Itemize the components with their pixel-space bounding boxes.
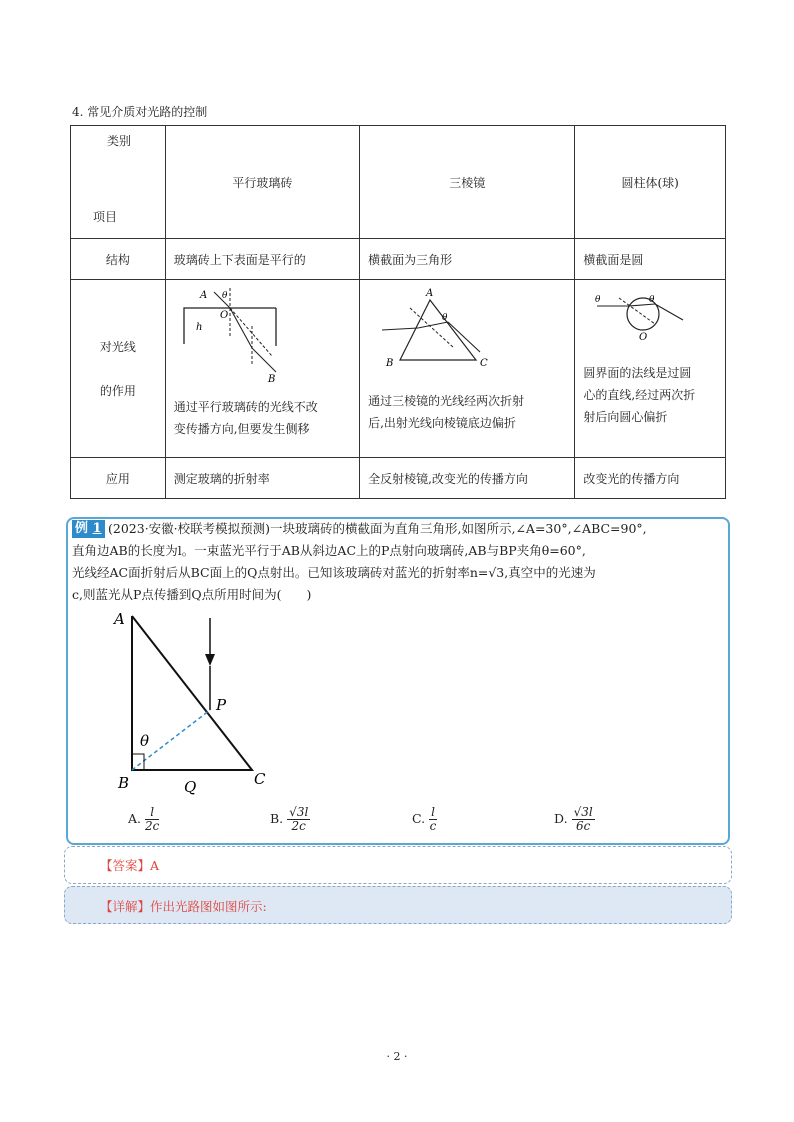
effect-cylinder — [575, 280, 726, 458]
choice-c[interactable] — [412, 806, 437, 833]
triangle-figure — [106, 606, 286, 802]
choice-b-num: √3l — [289, 805, 309, 819]
example-tag — [72, 520, 105, 538]
choice-d-fraction — [572, 806, 595, 833]
figure-label-p: P — [216, 696, 227, 714]
choice-c-label: C. — [412, 811, 426, 826]
header-parallel-glass: 平行玻璃砖 — [165, 126, 359, 239]
answer-box — [64, 846, 732, 884]
parallel-glass-diagram — [180, 286, 300, 386]
effect-label-line1: 对光线 — [99, 339, 136, 354]
fig3-label-theta1: θ — [595, 295, 601, 305]
fig1-label-a: A — [199, 290, 207, 301]
figure-label-c: C — [254, 770, 266, 788]
application-label: 应用 — [71, 458, 166, 499]
figure-label-q: Q — [184, 778, 197, 796]
fig1-label-o: O — [219, 310, 228, 321]
choice-b-den: 2c — [291, 819, 306, 833]
question-line2: 直角边AB的长度为l。一束蓝光平行于AB从斜边AC上的P点射向玻璃砖,AB与BP夹角θ=60°, — [72, 543, 586, 558]
effect-prism — [360, 280, 575, 458]
effect-parallel-line1: 通过平行玻璃砖的光线不改 — [173, 400, 318, 414]
question-line3: 光线经AC面折射后从BC面上的Q点射出。已知该玻璃砖对蓝光的折射率n=√3,真空中的光速为 — [72, 565, 596, 580]
header-cylinder: 圆柱体(球) — [575, 126, 726, 239]
application-parallel-glass: 测定玻璃的折射率 — [165, 458, 359, 499]
effect-parallel-text — [174, 396, 318, 440]
media-control-table — [70, 125, 726, 499]
detail-text: 【详解】作出光路图如图所示: — [100, 899, 267, 914]
choice-b[interactable] — [270, 806, 310, 833]
fig2-label-c: C — [480, 358, 488, 366]
choice-a-num: l — [145, 806, 159, 820]
prism-diagram — [380, 286, 500, 366]
figure-label-b: B — [118, 774, 130, 792]
choice-d-den: 6c — [575, 819, 591, 833]
answer-text: 【答案】A — [100, 858, 160, 873]
figure-label-theta: θ — [140, 732, 150, 750]
effect-cylinder-line1: 圆界面的法线是过圆 — [583, 366, 692, 380]
choice-c-fraction — [429, 806, 437, 833]
page-number: · 2 · — [386, 1050, 408, 1063]
choice-a[interactable] — [128, 806, 159, 833]
fig3-label-o: O — [639, 332, 648, 343]
example-tag-label: 例 — [75, 521, 89, 536]
fig1-label-b: B — [267, 374, 276, 385]
choice-a-den: 2c — [145, 819, 160, 833]
application-prism: 全反射棱镜,改变光的传播方向 — [360, 458, 575, 499]
effect-prism-line2: 后,出射光线向棱镜底边偏折 — [368, 416, 516, 430]
choice-c-den: c — [429, 819, 437, 833]
structure-parallel-glass: 玻璃砖上下表面是平行的 — [165, 239, 359, 280]
fig1-label-h: h — [195, 322, 203, 333]
effect-prism-text — [368, 390, 524, 434]
figure-label-a: A — [114, 610, 125, 628]
corner-item-label: 项目 — [93, 210, 118, 224]
choice-a-label: A. — [128, 811, 142, 826]
table-row-application — [71, 458, 726, 499]
table-corner-cell — [71, 126, 166, 239]
question-line4: c,则蓝光从P点传播到Q点所用时间为( ) — [72, 587, 312, 602]
effect-cylinder-line2: 心的直线,经过两次折 — [583, 388, 696, 402]
effect-prism-line1: 通过三棱镜的光线经两次折射 — [368, 394, 525, 408]
effect-parallel-glass — [165, 280, 359, 458]
header-prism: 三棱镜 — [360, 126, 575, 239]
example-tag-number: 1 — [92, 521, 102, 536]
fig1-label-theta: θ — [221, 291, 228, 301]
table-row-effect — [71, 280, 726, 458]
table-row-structure — [71, 239, 726, 280]
structure-label: 结构 — [71, 239, 166, 280]
choice-a-fraction — [145, 806, 159, 833]
effect-cylinder-line3: 射后向圆心偏折 — [583, 410, 668, 424]
effect-label — [71, 280, 166, 458]
choice-b-fraction — [287, 806, 310, 833]
choice-b-label: B. — [270, 811, 284, 826]
application-cylinder: 改变光的传播方向 — [575, 458, 726, 499]
fig3-label-theta2: θ — [649, 295, 655, 305]
question-line1: (2023·安徽·校联考模拟预测)一块玻璃砖的横截面为直角三角形,如图所示,∠A=30°,∠ABC=90°, — [108, 521, 647, 536]
fig2-label-theta: θ — [442, 313, 448, 323]
effect-parallel-line2: 变传播方向,但要发生侧移 — [173, 422, 310, 436]
choice-d-label: D. — [554, 811, 568, 826]
choice-d-num: √3l — [573, 805, 593, 819]
section-title: 4. 常见介质对光路的控制 — [72, 105, 208, 119]
effect-label-line2: 的作用 — [99, 383, 136, 398]
choice-d[interactable] — [554, 806, 595, 833]
corner-category-label: 类别 — [107, 134, 132, 148]
choice-c-num: l — [431, 805, 435, 819]
effect-cylinder-text — [583, 362, 695, 428]
cylinder-diagram — [593, 290, 689, 346]
structure-prism: 横截面为三角形 — [360, 239, 575, 280]
structure-cylinder: 横截面是圆 — [575, 239, 726, 280]
table-header-row — [71, 126, 726, 239]
fig2-label-b: B — [386, 358, 394, 366]
fig2-label-a: A — [426, 288, 434, 299]
